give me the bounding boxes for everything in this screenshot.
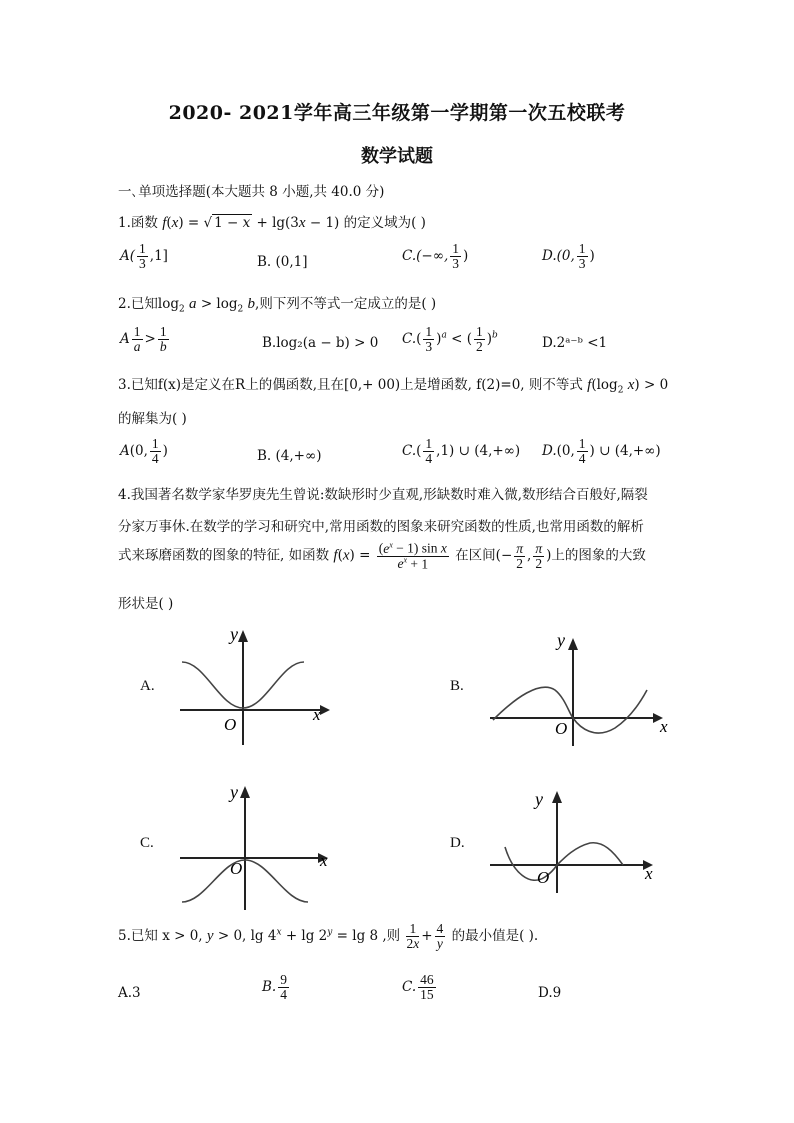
graph-a-label[interactable]: A. [140,678,155,694]
q3-option-d[interactable]: D.(0, $\frac{1}{4}$ ) ∪ (4,+∞) [542,436,661,467]
exam-title: 2020- 2021学年高三年级第一学期第一次五校联考 [168,102,626,124]
graph-c [170,780,340,920]
question-3-stem-cont: 的解集为( ) [118,411,187,427]
q5-option-a[interactable]: A.3 [118,985,141,1001]
svg-text:O: O [224,715,237,734]
q2-option-d[interactable]: D.2ᵃ⁻ᵇ <1 [542,335,608,351]
question-3-stem: 3.已知f(x)是定义在R上的偶函数,且在[0,+ 00)上是增函数, f(2)=0, 则不等式 $f(\log_2$ x) > 0 [118,377,669,396]
question-4-line3: 式来琢磨函数的图象的特征, 如函数 f(x) = $\frac{(e^x - 1) \sin x}{e^x + 1}$ 在区间(− $\frac{\pi}{2}$ , $\frac{\pi}{2}$ )上的图象的大致 [118,540,646,572]
question-1-stem: 1.函数 f(x) = √ 1 − x + lg(3x − 1) 的定义域为( ) [118,215,426,231]
q2-option-c[interactable]: C.( $\frac{1}{3}$ )$^a$ < ( $\frac{1}{2}$ )$^b$ [402,324,498,355]
svg-text:x: x [645,864,653,883]
question-4-line4: 形状是( ) [118,596,174,612]
q1-option-b[interactable]: B. (0,1] [257,254,308,270]
question-5-stem: 5.已知 x > 0, y > 0, $\lg 4^x + \lg 2^y = \lg 8$ ,则 $\frac{1}{2x}$ + $\frac{4}{y}$ 的最小值是( ). [118,921,539,952]
q1-formula: f [162,215,167,231]
graph-c-label[interactable]: C. [140,835,154,851]
graph-d [485,785,665,895]
svg-text:y: y [557,630,565,650]
svg-text:y: y [230,624,238,644]
question-4-line2: 分家万事休.在数学的学习和研究中,常用函数的图象来研究函数的性质,也常用函数的解析 [118,519,644,535]
svg-text:O: O [537,868,550,887]
q2-option-b[interactable]: B.log₂(a − b) > 0 [262,335,379,351]
q3-option-c[interactable]: C.( $\frac{1}{4}$ ,1) ∪ (4,+∞) [402,436,521,467]
question-2-stem: 2.已知$\log_2 a > \log_2 b$,则下列不等式一定成立的是( ) [118,296,437,315]
graph-b-label[interactable]: B. [450,678,464,694]
svg-text:O: O [230,859,243,878]
svg-text:y: y [535,789,543,809]
svg-text:x: x [660,717,668,736]
q5-option-d[interactable]: D.9 [538,985,562,1001]
q1-option-d[interactable]: D.(0, $\frac{1}{3}$ ) [542,241,595,272]
svg-text:x: x [313,705,321,724]
question-4-line1: 4.我国著名数学家华罗庚先生曾说:数缺形时少直观,形缺数时难入微,数形结合百般好,隔裂 [118,487,648,503]
q5-option-c[interactable]: C. $\frac{46}{15}$ [402,972,434,1003]
section-heading: 一､单项选择题(本大题共 8 小题,共 40.0 分) [118,184,385,200]
exam-subtitle: 数学试题 [361,146,433,167]
q3-option-a[interactable]: A(0, $\frac{1}{4}$ ) [120,436,168,467]
svg-text:y: y [230,782,238,802]
q3-option-b[interactable]: B. (4,+∞) [257,448,322,464]
q1-option-a[interactable]: A( $\frac{1}{3}$ ,1] [120,241,168,272]
graph-b [485,628,670,748]
graph-a [170,620,340,750]
q2-option-a[interactable]: A $\frac{1}{a}$ > $\frac{1}{b}$ [120,324,167,355]
q5-option-b[interactable]: B. $\frac{9}{4}$ [262,972,287,1003]
svg-text:x: x [320,851,328,870]
svg-text:O: O [555,719,568,738]
graph-d-label[interactable]: D. [450,835,465,851]
q1-option-c[interactable]: C.(−∞, $\frac{1}{3}$ ) [402,241,469,272]
